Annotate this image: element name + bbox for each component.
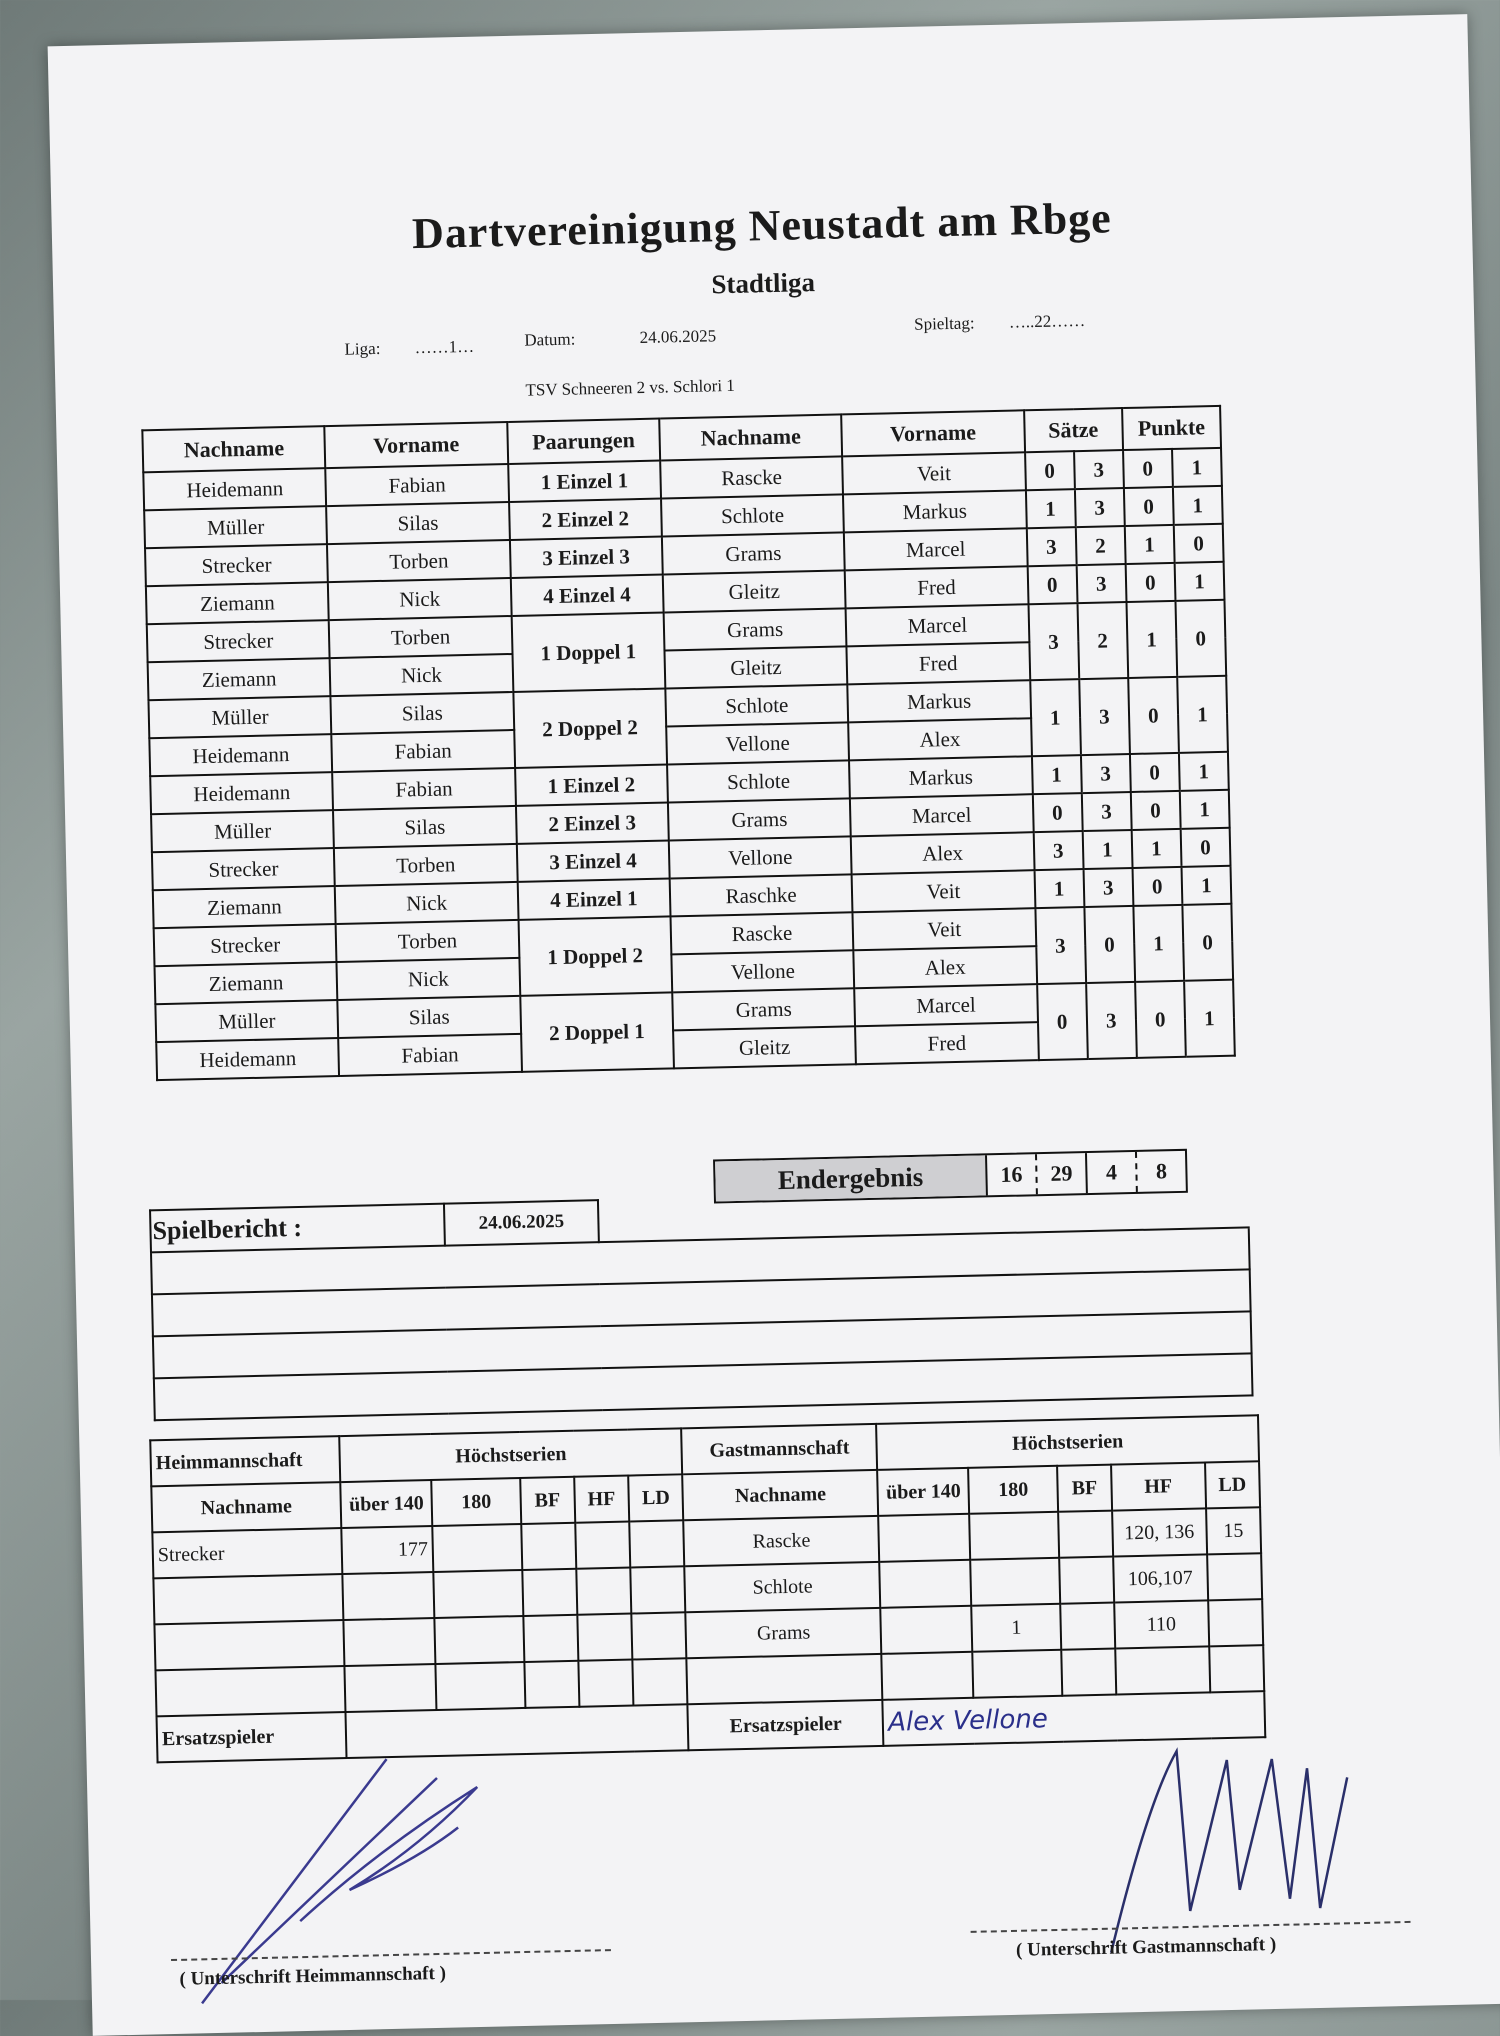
gast-ld: 15 bbox=[1206, 1507, 1262, 1554]
spieltag-label: Spieltag: bbox=[913, 313, 975, 334]
endergebnis-label: Endergebnis bbox=[715, 1155, 986, 1201]
heim-180 bbox=[436, 1662, 526, 1710]
gast-nachname-col: Nachname bbox=[683, 1470, 879, 1520]
col-vorname-gast: Vorname bbox=[841, 410, 1024, 456]
gast-bf bbox=[1058, 1511, 1113, 1558]
gast-hf bbox=[1115, 1646, 1210, 1694]
guest-first-name: Marcel bbox=[854, 984, 1037, 1026]
guest-first-name: Markus bbox=[848, 680, 1031, 722]
heim-180 bbox=[433, 1570, 523, 1618]
home-first-name: Torben bbox=[334, 844, 517, 886]
guest-last-name: Gleitz bbox=[673, 1026, 856, 1068]
guest-last-name: Vellone bbox=[669, 836, 852, 878]
heim-bf-col: BF bbox=[520, 1477, 575, 1524]
pairing-label: 2 Einzel 3 bbox=[516, 802, 669, 843]
heim-hoechstserien-label: Höchstserien bbox=[339, 1428, 682, 1482]
gast-180 bbox=[969, 1512, 1059, 1560]
punkte-gast: 0 bbox=[1182, 904, 1233, 981]
heim-hf bbox=[578, 1660, 633, 1707]
saetze-gast: 3 bbox=[1083, 868, 1133, 907]
home-last-name: Müller bbox=[148, 696, 331, 738]
pairing-label: 3 Einzel 3 bbox=[510, 537, 663, 578]
saetze-gast: 2 bbox=[1077, 602, 1128, 679]
home-last-name: Müller bbox=[151, 810, 334, 852]
spielbericht-box bbox=[149, 1184, 1254, 1421]
guest-first-name: Fred bbox=[845, 566, 1028, 608]
saetze-gast: 0 bbox=[1084, 906, 1135, 983]
heimmannschaft-label: Heimmannschaft bbox=[150, 1436, 340, 1486]
guest-last-name: Raschke bbox=[670, 874, 853, 916]
gast-ersatzspieler-label: Ersatzspieler bbox=[688, 1700, 884, 1750]
guest-last-name: Vellone bbox=[671, 950, 854, 992]
home-last-name: Ziemann bbox=[153, 886, 336, 928]
saetze-gast: 3 bbox=[1076, 564, 1126, 603]
gast-player-name: Schlote bbox=[685, 1562, 881, 1612]
spieltag-value: …..22…… bbox=[1008, 310, 1086, 332]
guest-last-name: Grams bbox=[672, 988, 855, 1030]
guest-last-name: Grams bbox=[662, 532, 845, 574]
guest-last-name: Schlote bbox=[667, 760, 850, 802]
gast-hf-col: HF bbox=[1111, 1462, 1206, 1510]
guest-first-name: Fred bbox=[847, 642, 1030, 684]
punkte-heim: 0 bbox=[1130, 753, 1180, 792]
heim-180 bbox=[432, 1524, 522, 1572]
heim-player-name bbox=[154, 1620, 344, 1670]
guest-first-name: Markus bbox=[849, 756, 1032, 798]
datum-value: 24.06.2025 bbox=[639, 326, 717, 348]
punkte-heim: 0 bbox=[1132, 867, 1182, 906]
gast-ld bbox=[1209, 1645, 1265, 1692]
end-saetze-gast: 29 bbox=[1050, 1160, 1073, 1186]
gast-ueber140 bbox=[878, 1514, 970, 1562]
end-saetze-heim: 16 bbox=[985, 1154, 1038, 1195]
punkte-gast: 0 bbox=[1174, 524, 1224, 563]
heim-ueber140 bbox=[343, 1618, 435, 1666]
saetze-heim: 1 bbox=[1026, 489, 1076, 528]
gastmannschaft-label: Gastmannschaft bbox=[682, 1424, 878, 1474]
home-last-name: Ziemann bbox=[155, 962, 338, 1004]
home-last-name: Heidemann bbox=[156, 1038, 339, 1080]
pairing-label: 2 Einzel 2 bbox=[509, 499, 662, 540]
heim-signature-label: ( Unterschrift Heimmannschaft ) bbox=[179, 1962, 447, 1990]
guest-last-name: Grams bbox=[668, 798, 851, 840]
home-first-name: Nick bbox=[328, 578, 511, 620]
heim-hf bbox=[577, 1614, 632, 1661]
home-first-name: Fabian bbox=[326, 464, 509, 506]
punkte-heim: 0 bbox=[1124, 487, 1174, 526]
saetze-heim: 1 bbox=[1034, 869, 1084, 908]
heim-ersatzspieler-label: Ersatzspieler bbox=[157, 1712, 347, 1762]
end-punkte-gast: 8 bbox=[1155, 1158, 1168, 1184]
pairing-label: 1 Einzel 1 bbox=[508, 461, 661, 502]
saetze-gast: 2 bbox=[1075, 526, 1125, 565]
punkte-gast: 1 bbox=[1177, 676, 1228, 753]
gast-180-col: 180 bbox=[968, 1466, 1058, 1514]
punkte-heim: 0 bbox=[1125, 563, 1175, 602]
guest-first-name: Fred bbox=[855, 1022, 1038, 1064]
gast-player-name bbox=[687, 1654, 883, 1704]
col-nachname: Nachname bbox=[142, 426, 325, 472]
pairing-label: 4 Einzel 1 bbox=[517, 878, 670, 919]
score-sheet bbox=[48, 14, 1500, 2036]
punkte-heim: 0 bbox=[1135, 981, 1186, 1058]
punkte-gast: 0 bbox=[1180, 828, 1230, 867]
spielbericht-label: Spielbericht : bbox=[150, 1204, 445, 1253]
heim-nachname-col: Nachname bbox=[151, 1482, 341, 1532]
home-first-name: Silas bbox=[331, 692, 514, 734]
punkte-heim: 1 bbox=[1131, 829, 1181, 868]
home-first-name: Torben bbox=[329, 616, 512, 658]
guest-last-name: Gleitz bbox=[664, 646, 847, 688]
saetze-gast: 3 bbox=[1075, 488, 1125, 527]
home-last-name: Heidemann bbox=[143, 468, 326, 510]
col-saetze: Sätze bbox=[1024, 408, 1123, 452]
gast-bf bbox=[1060, 1603, 1115, 1650]
gast-ueber140 bbox=[879, 1560, 971, 1608]
punkte-heim: 0 bbox=[1131, 791, 1181, 830]
guest-last-name: Rascke bbox=[670, 912, 853, 954]
heim-player-name bbox=[153, 1574, 343, 1624]
home-last-name: Strecker bbox=[145, 544, 328, 586]
heim-player-name bbox=[155, 1666, 345, 1716]
saetze-gast: 3 bbox=[1086, 982, 1137, 1059]
gast-player-name: Grams bbox=[686, 1608, 882, 1658]
guest-first-name: Veit bbox=[852, 870, 1035, 912]
home-first-name: Silas bbox=[338, 996, 521, 1038]
col-vorname: Vorname bbox=[325, 422, 508, 468]
guest-first-name: Veit bbox=[853, 908, 1036, 950]
home-first-name: Fabian bbox=[332, 730, 515, 772]
guest-last-name: Gleitz bbox=[663, 570, 846, 612]
pairing-label: 2 Doppel 1 bbox=[520, 992, 674, 1071]
spieltag-field bbox=[914, 311, 1086, 335]
guest-first-name: Alex bbox=[851, 832, 1034, 874]
punkte-heim: 1 bbox=[1125, 525, 1175, 564]
saetze-heim: 0 bbox=[1025, 451, 1075, 490]
guest-first-name: Veit bbox=[842, 452, 1025, 494]
gast-hf: 120, 136 bbox=[1112, 1508, 1207, 1556]
punkte-heim: 1 bbox=[1126, 601, 1177, 678]
home-last-name: Strecker bbox=[147, 620, 330, 662]
gast-ld-col: LD bbox=[1205, 1461, 1261, 1508]
pairing-label: 4 Einzel 4 bbox=[510, 575, 663, 616]
punkte-gast: 0 bbox=[1175, 600, 1226, 677]
hoechstserien-table bbox=[149, 1414, 1266, 1763]
heim-ld bbox=[630, 1566, 685, 1613]
guest-first-name: Markus bbox=[843, 490, 1026, 532]
pairing-label: 1 Einzel 2 bbox=[515, 764, 668, 805]
guest-last-name: Vellone bbox=[666, 722, 849, 764]
punkte-gast: 1 bbox=[1184, 980, 1235, 1057]
heim-ld bbox=[632, 1658, 687, 1705]
punkte-gast: 1 bbox=[1173, 486, 1223, 525]
saetze-gast: 1 bbox=[1082, 830, 1132, 869]
league-subtitle: Stadtliga bbox=[711, 267, 816, 300]
home-last-name: Müller bbox=[155, 1000, 338, 1042]
datum-label: Datum: bbox=[524, 329, 576, 350]
saetze-gast: 3 bbox=[1081, 754, 1131, 793]
saetze-heim: 0 bbox=[1032, 793, 1082, 832]
match-title: TSV Schneeren 2 vs. Schlori 1 bbox=[525, 375, 736, 400]
punkte-gast: 1 bbox=[1179, 752, 1229, 791]
heim-bf bbox=[524, 1661, 579, 1708]
gast-player-name: Rascke bbox=[684, 1516, 880, 1566]
heim-hf-col: HF bbox=[574, 1476, 629, 1523]
gast-bf bbox=[1061, 1649, 1116, 1696]
pairing-label: 1 Doppel 1 bbox=[511, 613, 665, 692]
heim-ld-col: LD bbox=[628, 1474, 683, 1521]
saetze-gast: 3 bbox=[1074, 450, 1124, 489]
home-last-name: Heidemann bbox=[149, 734, 332, 776]
liga-field bbox=[344, 337, 474, 360]
col-nachname-gast: Nachname bbox=[659, 414, 842, 460]
saetze-gast: 3 bbox=[1081, 792, 1131, 831]
home-last-name: Ziemann bbox=[146, 582, 329, 624]
home-last-name: Strecker bbox=[154, 924, 337, 966]
home-first-name: Fabian bbox=[339, 1034, 522, 1076]
guest-last-name: Grams bbox=[664, 608, 847, 650]
guest-first-name: Alex bbox=[854, 946, 1037, 988]
heim-hf bbox=[575, 1522, 630, 1569]
end-punkte-heim: 4 bbox=[1085, 1152, 1138, 1193]
gast-ld bbox=[1207, 1553, 1263, 1600]
home-first-name: Nick bbox=[330, 654, 513, 696]
gast-hf: 106,107 bbox=[1113, 1554, 1208, 1602]
heim-ld bbox=[629, 1520, 684, 1567]
gast-ueber140 bbox=[881, 1606, 973, 1654]
heim-hf bbox=[576, 1568, 631, 1615]
home-last-name: Heidemann bbox=[150, 772, 333, 814]
guest-last-name: Rascke bbox=[660, 456, 843, 498]
datum-field bbox=[524, 326, 716, 350]
gast-hoechstserien-label: Höchstserien bbox=[876, 1415, 1259, 1470]
liga-label: Liga: bbox=[344, 338, 381, 359]
heim-bf bbox=[521, 1523, 576, 1570]
saetze-gast: 3 bbox=[1079, 678, 1130, 755]
pairing-label: 1 Doppel 2 bbox=[518, 916, 672, 995]
home-first-name: Silas bbox=[333, 806, 516, 848]
gast-180 bbox=[971, 1558, 1061, 1606]
home-first-name: Nick bbox=[335, 882, 518, 924]
punkte-gast: 1 bbox=[1174, 562, 1224, 601]
gast-ld bbox=[1208, 1599, 1264, 1646]
punkte-gast: 1 bbox=[1172, 448, 1222, 487]
punkte-gast: 1 bbox=[1181, 866, 1231, 905]
guest-first-name: Marcel bbox=[850, 794, 1033, 836]
home-last-name: Strecker bbox=[152, 848, 335, 890]
home-last-name: Müller bbox=[144, 506, 327, 548]
col-punkte: Punkte bbox=[1122, 406, 1221, 450]
saetze-heim: 3 bbox=[1028, 603, 1079, 680]
gast-ueber140 bbox=[882, 1652, 974, 1700]
home-first-name: Fabian bbox=[332, 768, 515, 810]
saetze-heim: 0 bbox=[1027, 565, 1077, 604]
saetze-heim: 1 bbox=[1032, 755, 1082, 794]
guest-first-name: Marcel bbox=[846, 604, 1029, 646]
gast-hf: 110 bbox=[1114, 1600, 1209, 1648]
punkte-heim: 1 bbox=[1133, 905, 1184, 982]
page-title: Dartvereinigung Neustadt am Rbge bbox=[411, 193, 1113, 259]
heim-180 bbox=[434, 1616, 524, 1664]
guest-last-name: Schlote bbox=[665, 684, 848, 726]
saetze-heim: 1 bbox=[1030, 679, 1081, 756]
saetze-heim: 3 bbox=[1033, 831, 1083, 870]
col-paarungen: Paarungen bbox=[507, 419, 660, 464]
pairing-label: 3 Einzel 4 bbox=[516, 840, 669, 881]
heim-ld bbox=[631, 1612, 686, 1659]
gast-signature-label: ( Unterschrift Gastmannschaft ) bbox=[1015, 1933, 1277, 1961]
home-first-name: Nick bbox=[337, 958, 520, 1000]
punkte-gast: 1 bbox=[1180, 790, 1230, 829]
saetze-heim: 3 bbox=[1026, 527, 1076, 566]
heim-180-col: 180 bbox=[431, 1478, 521, 1526]
heim-ueber140: 177 bbox=[341, 1526, 433, 1574]
home-last-name: Ziemann bbox=[148, 658, 331, 700]
home-first-name: Torben bbox=[336, 920, 519, 962]
heim-bf bbox=[523, 1615, 578, 1662]
match-table bbox=[141, 405, 1236, 1081]
saetze-heim: 0 bbox=[1037, 983, 1088, 1060]
heim-player-name: Strecker bbox=[152, 1528, 342, 1578]
heim-bf bbox=[522, 1569, 577, 1616]
gast-ersatzspieler-value: Alex Vellone bbox=[883, 1691, 1266, 1746]
gast-180 bbox=[973, 1650, 1063, 1698]
guest-last-name: Schlote bbox=[661, 494, 844, 536]
gast-bf-col: BF bbox=[1057, 1465, 1112, 1512]
home-first-name: Silas bbox=[326, 502, 509, 544]
home-first-name: Torben bbox=[327, 540, 510, 582]
punkte-heim: 0 bbox=[1128, 677, 1179, 754]
pairing-label: 2 Doppel 2 bbox=[513, 689, 667, 768]
gast-bf bbox=[1059, 1557, 1114, 1604]
heim-ueber140-col: über 140 bbox=[340, 1480, 432, 1528]
punkte-heim: 0 bbox=[1123, 449, 1173, 488]
spielbericht-date: 24.06.2025 bbox=[444, 1200, 599, 1245]
guest-first-name: Alex bbox=[848, 718, 1031, 760]
gast-180: 1 bbox=[972, 1604, 1062, 1652]
heim-ueber140 bbox=[345, 1664, 437, 1712]
gast-ueber140-col: über 140 bbox=[877, 1468, 969, 1516]
saetze-heim: 3 bbox=[1035, 907, 1086, 984]
heim-ueber140 bbox=[342, 1572, 434, 1620]
liga-value: ……1… bbox=[414, 336, 475, 358]
guest-first-name: Marcel bbox=[844, 528, 1027, 570]
